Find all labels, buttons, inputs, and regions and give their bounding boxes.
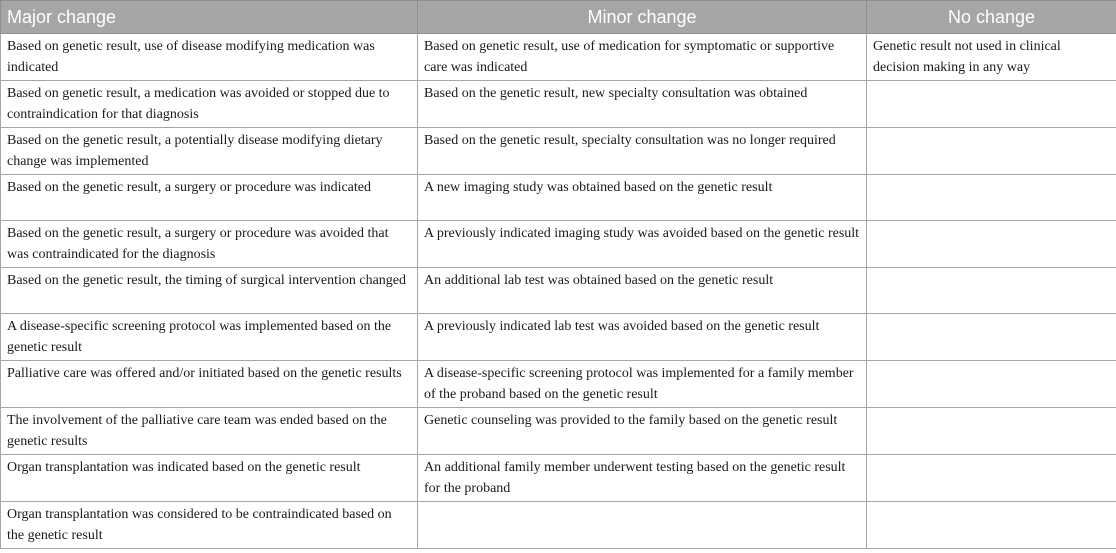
- table-row: [1, 361, 1116, 408]
- minor-change-cell: An additional family member underwent testing based on the genetic result for the proband: [418, 455, 867, 502]
- minor-change-cell: A previously indicated imaging study was avoided based on the genetic result: [418, 221, 867, 268]
- table-row: [1, 128, 1116, 175]
- header-minor-change: Minor change: [418, 1, 867, 34]
- no-change-cell: [867, 175, 1116, 221]
- major-change-cell: Organ transplantation was indicated based on the genetic result: [1, 455, 418, 502]
- table-row: [1, 221, 1116, 268]
- table-row: [1, 268, 1116, 314]
- major-change-cell: Organ transplantation was considered to be contraindicated based on the genetic result: [1, 502, 418, 549]
- major-change-cell: Based on genetic result, a medication was avoided or stopped due to contraindication for that diagnosis: [1, 81, 418, 128]
- major-change-cell: Based on the genetic result, a potentially disease modifying dietary change was implemented: [1, 128, 418, 175]
- minor-change-cell: An additional lab test was obtained based on the genetic result: [418, 268, 867, 314]
- major-change-cell: Based on the genetic result, a surgery or procedure was avoided that was contraindicated for the diagnosis: [1, 221, 418, 268]
- table-row: [1, 175, 1116, 221]
- minor-change-cell: [418, 502, 867, 549]
- minor-change-cell: A new imaging study was obtained based on the genetic result: [418, 175, 867, 221]
- header-major-change: Major change: [1, 1, 418, 34]
- minor-change-cell: Based on the genetic result, new specialty consultation was obtained: [418, 81, 867, 128]
- table-row: [1, 314, 1116, 361]
- no-change-cell: [867, 81, 1116, 128]
- major-change-cell: Palliative care was offered and/or initiated based on the genetic results: [1, 361, 418, 408]
- minor-change-cell: Based on genetic result, use of medication for symptomatic or supportive care was indicated: [418, 34, 867, 81]
- minor-change-cell: A previously indicated lab test was avoided based on the genetic result: [418, 314, 867, 361]
- no-change-cell: [867, 268, 1116, 314]
- minor-change-cell: A disease-specific screening protocol was implemented for a family member of the proband based on the genetic result: [418, 361, 867, 408]
- header-row: [1, 1, 1116, 34]
- table-row: [1, 81, 1116, 128]
- major-change-cell: Based on the genetic result, the timing of surgical intervention changed: [1, 268, 418, 314]
- no-change-cell: [867, 361, 1116, 408]
- table-row: [1, 34, 1116, 81]
- header-no-change: No change: [867, 1, 1116, 34]
- table-row: [1, 455, 1116, 502]
- major-change-cell: A disease-specific screening protocol was implemented based on the genetic result: [1, 314, 418, 361]
- no-change-cell: [867, 455, 1116, 502]
- minor-change-cell: Genetic counseling was provided to the family based on the genetic result: [418, 408, 867, 455]
- major-change-cell: Based on the genetic result, a surgery or procedure was indicated: [1, 175, 418, 221]
- major-change-cell: Based on genetic result, use of disease modifying medication was indicated: [1, 34, 418, 81]
- table-row: [1, 502, 1116, 549]
- no-change-cell: [867, 502, 1116, 549]
- no-change-cell: [867, 128, 1116, 175]
- table-row: [1, 408, 1116, 455]
- no-change-cell: Genetic result not used in clinical decision making in any way: [867, 34, 1116, 81]
- no-change-cell: [867, 221, 1116, 268]
- minor-change-cell: Based on the genetic result, specialty consultation was no longer required: [418, 128, 867, 175]
- no-change-cell: [867, 408, 1116, 455]
- major-change-cell: The involvement of the palliative care team was ended based on the genetic results: [1, 408, 418, 455]
- no-change-cell: [867, 314, 1116, 361]
